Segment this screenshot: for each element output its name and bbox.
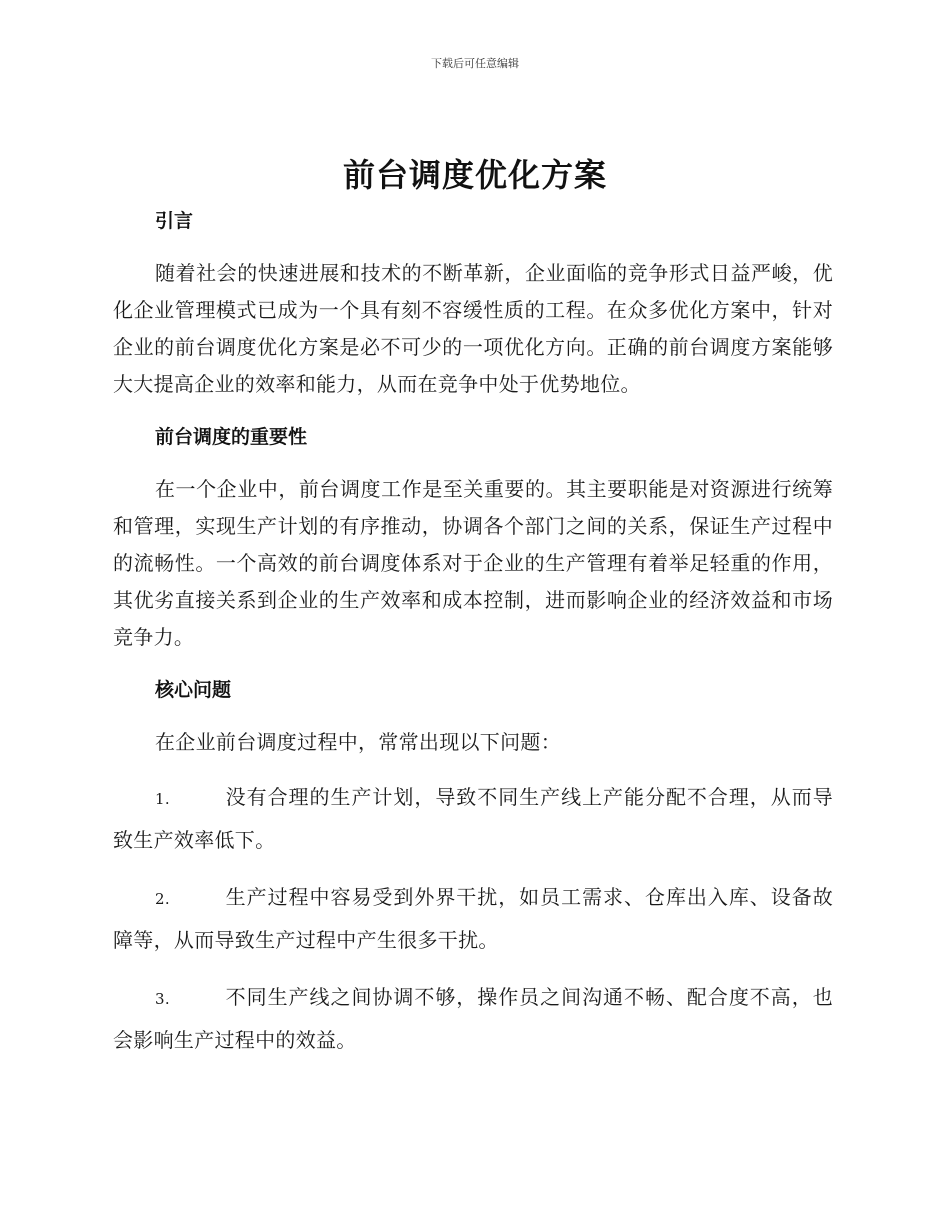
section-heading-importance: 前台调度的重要性 [155,426,308,448]
list-item [113,777,833,861]
header-note: 下载后可任意编辑 [431,57,519,70]
list-number: 1. [155,790,170,808]
list-number: 2. [155,890,170,908]
paragraph: 在企业前台调度过程中，常常出现以下问题： [155,730,561,754]
list-item [113,977,833,1061]
list-text: 不同生产线之间协调不够，操作员之间沟通不畅、配合度不高，也会影响生产过程中的效益。 [113,985,833,1052]
section-heading-core-issues: 核心问题 [155,679,232,701]
list-item [113,877,833,961]
list-text: 生产过程中容易受到外界干扰，如员工需求、仓库出入库、设备故障等，从而导致生产过程中产生很多干扰。 [113,885,833,952]
paragraph: 在一个企业中，前台调度工作是至关重要的。其主要职能是对资源进行统筹和管理，实现生产计划的有序推动，协调各个部门之间的关系，保证生产过程中的流畅性。一个高效的前台调度体系对于企业的生产管理有着举足轻重的作用，其优劣直接关系到企业的生产效率和成本控制，进而影响企业的经济效益和市场竞争力。 [113,477,833,649]
list-number: 3. [155,990,170,1008]
section-heading-intro: 引言 [155,210,194,232]
document-body [113,203,833,1061]
document-title: 前台调度优化方案 [342,156,607,194]
list-text: 没有合理的生产计划，导致不同生产线上产能分配不合理，从而导致生产效率低下。 [113,785,833,852]
paragraph: 随着社会的快速进展和技术的不断革新，企业面临的竞争形式日益严峻，优化企业管理模式已成为一个具有刻不容缓性质的工程。在众多优化方案中，针对企业的前台调度优化方案是必不可少的一项优化方向。正确的前台调度方案能够大大提高企业的效率和能力，从而在竞争中处于优势地位。 [113,261,833,396]
